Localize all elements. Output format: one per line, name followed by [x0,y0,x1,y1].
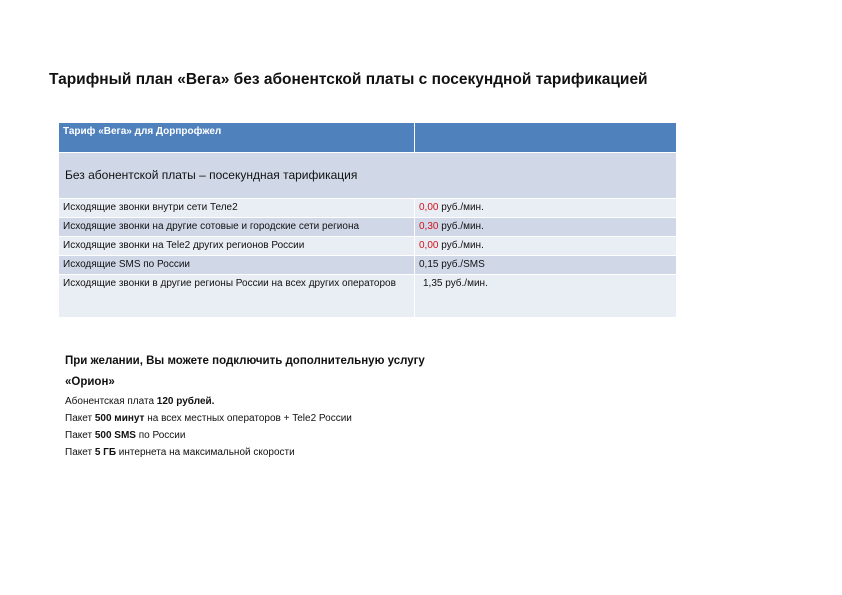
price-value: 0,00 [419,240,439,251]
price-unit: руб./мин. [438,240,484,251]
price-unit: руб./мин. [438,202,484,213]
row-price [415,218,677,237]
row-price [415,275,677,318]
row-price [415,237,677,256]
offer-fee-line [65,393,535,410]
table-row [59,199,677,218]
price-value: 0,00 [419,202,439,213]
table-header-title: Тариф «Вега» для Дорпрофжел [59,123,415,153]
page-title: Тарифный план «Вега» без абонентской платы с посекундной тарификацией [49,71,648,88]
offer-sms-line [65,427,535,444]
sms-suffix: по России [135,430,186,441]
price-unit: 0,15 руб./SMS [419,259,485,270]
minutes-value: 500 минут [94,413,145,424]
minutes-suffix: на всех местных операторов + Tele2 России [144,413,352,424]
table-header-row [59,123,677,153]
fee-label: Абонентская плата [65,396,157,407]
table-row [59,256,677,275]
table-subheader: Без абонентской платы – посекундная тарификация [59,153,677,199]
price-unit: 1,35 руб./мин. [423,278,488,289]
offer-internet-line [65,444,535,461]
price-unit: руб./мин. [438,221,484,232]
row-price [415,256,677,275]
fee-value: 120 рублей. [156,396,215,407]
internet-prefix: Пакет [65,447,95,458]
offer-service-name: «Орион» [65,376,115,388]
internet-suffix: интернета на максимальной скорости [116,447,295,458]
sms-prefix: Пакет [65,430,95,441]
table-row [59,218,677,237]
table-row [59,237,677,256]
row-label: Исходящие звонки внутри сети Теле2 [59,199,415,218]
internet-value: 5 ГБ [94,447,117,458]
tariff-table [58,122,677,318]
table-header-empty [415,123,677,153]
minutes-prefix: Пакет [65,413,95,424]
row-label: Исходящие звонки в другие регионы России на всех других операторов [59,275,415,318]
sms-value: 500 SMS [94,430,136,441]
offer-heading: При желании, Вы можете подключить дополнительную услугу [65,355,425,367]
row-label: Исходящие звонки на другие сотовые и городские сети региона [59,218,415,237]
price-value: 0,30 [419,221,439,232]
row-label: Исходящие SMS по России [59,256,415,275]
row-label: Исходящие звонки на Tele2 других регионов России [59,237,415,256]
offer-minutes-line [65,410,535,427]
row-price [415,199,677,218]
table-row [59,275,677,318]
table-subheader-row [59,153,677,199]
additional-service-block [65,351,535,461]
